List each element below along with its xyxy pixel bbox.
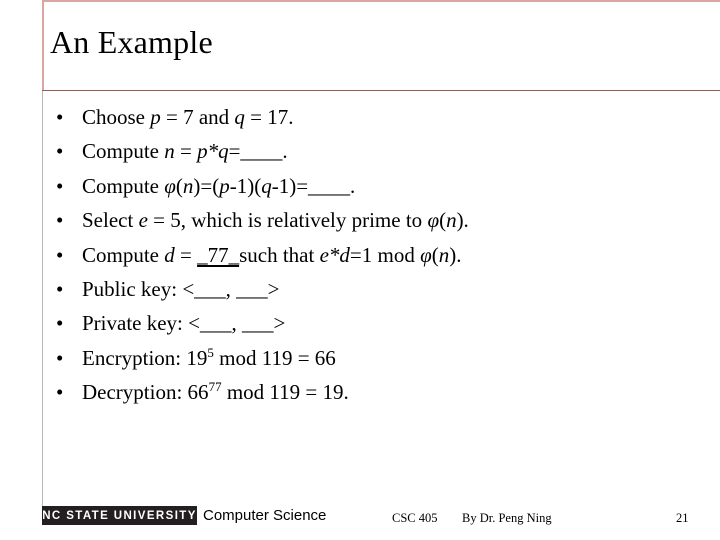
bullet-text: -1)( [229,173,262,198]
bullet-text: mod 119 = 66 [213,345,336,370]
bullet-item [50,169,469,203]
var-n: n [182,173,194,198]
operator-star: * [328,242,340,267]
bullet-list [50,100,469,410]
var-d: d [339,242,350,267]
bullet-text: Choose [82,105,151,129]
var-p: p [150,105,161,129]
bullet-text: Compute [82,173,165,198]
var-n: n [446,208,457,233]
var-q: q [218,139,229,164]
operator-star: * [207,139,219,164]
logo-text: NC STATE UNIVERSITY [42,509,197,522]
bullet-item [50,375,469,409]
bullet-text: ( [175,173,183,198]
bullet-text: = 7 and [160,105,235,129]
var-q: q [234,105,245,129]
exponent: 5 [207,344,214,360]
bullet-text: = [174,242,198,267]
exponent: 77 [208,379,222,395]
bullet-text: mod 119 = 19. [221,380,349,405]
var-e: e [319,242,329,267]
bullet-dot: • [56,173,64,198]
bullet-text: ( [439,208,447,233]
bullet-text: ( [431,242,439,267]
var-e: e [138,208,148,233]
blank-answer: -1)=____. [271,173,356,198]
bullet-item [50,341,469,375]
bullet-dot: • [56,242,64,267]
bullet-text: =1 mod [349,242,421,267]
bullet-item [50,306,469,340]
bullet-text: Decryption: 66 [82,380,209,405]
bullet-text: ). [456,208,469,233]
bullet-dot: • [56,276,64,301]
author-label: By Dr. Peng Ning [462,511,552,525]
bullet-text: Compute [82,242,165,267]
bullet-item [50,238,469,272]
bullet-text: Public key: <___, ___> [82,276,280,301]
course-label: CSC 405 [392,511,438,525]
bullet-text: )=( [193,173,220,198]
bullet-text: Select [82,208,139,233]
department-label: Computer Science [203,507,327,524]
var-d: d [164,242,175,267]
filled-answer: _77_ [197,242,240,267]
bullet-text: = [174,139,198,164]
title-divider [42,90,720,91]
var-n: n [164,139,175,164]
bullet-dot: • [56,208,64,233]
phi-symbol: φ [164,173,176,198]
bullet-text: = 5, which is relatively prime to [147,208,428,233]
bullet-item [50,100,469,134]
bullet-dot: • [56,380,64,405]
bullet-item [50,272,469,306]
phi-symbol: φ [420,242,432,267]
bullet-text: ). [449,242,462,267]
var-q: q [261,173,272,198]
bullet-text: Encryption: 19 [82,345,208,370]
bullet-dot: • [56,105,64,129]
bullet-text: Compute [82,139,165,164]
bullet-dot: • [56,311,64,336]
top-rule [42,0,720,2]
phi-symbol: φ [427,208,440,233]
bullet-text: such that [239,242,320,267]
bullet-text: = 17. [244,105,294,129]
page-number: 21 [676,511,689,525]
blank-answer: =____. [228,139,288,164]
left-rule-lower [42,90,43,508]
university-logo [42,506,197,525]
bullet-dot: • [56,345,64,370]
slide-title: An Example [50,24,213,60]
bullet-item [50,134,469,168]
bullet-dot: • [56,139,64,164]
left-rule [42,0,44,90]
var-p: p [219,173,230,198]
bullet-item [50,203,469,237]
var-n: n [438,242,450,267]
bullet-text: Private key: <___, ___> [82,311,286,336]
var-p: p [197,139,208,164]
